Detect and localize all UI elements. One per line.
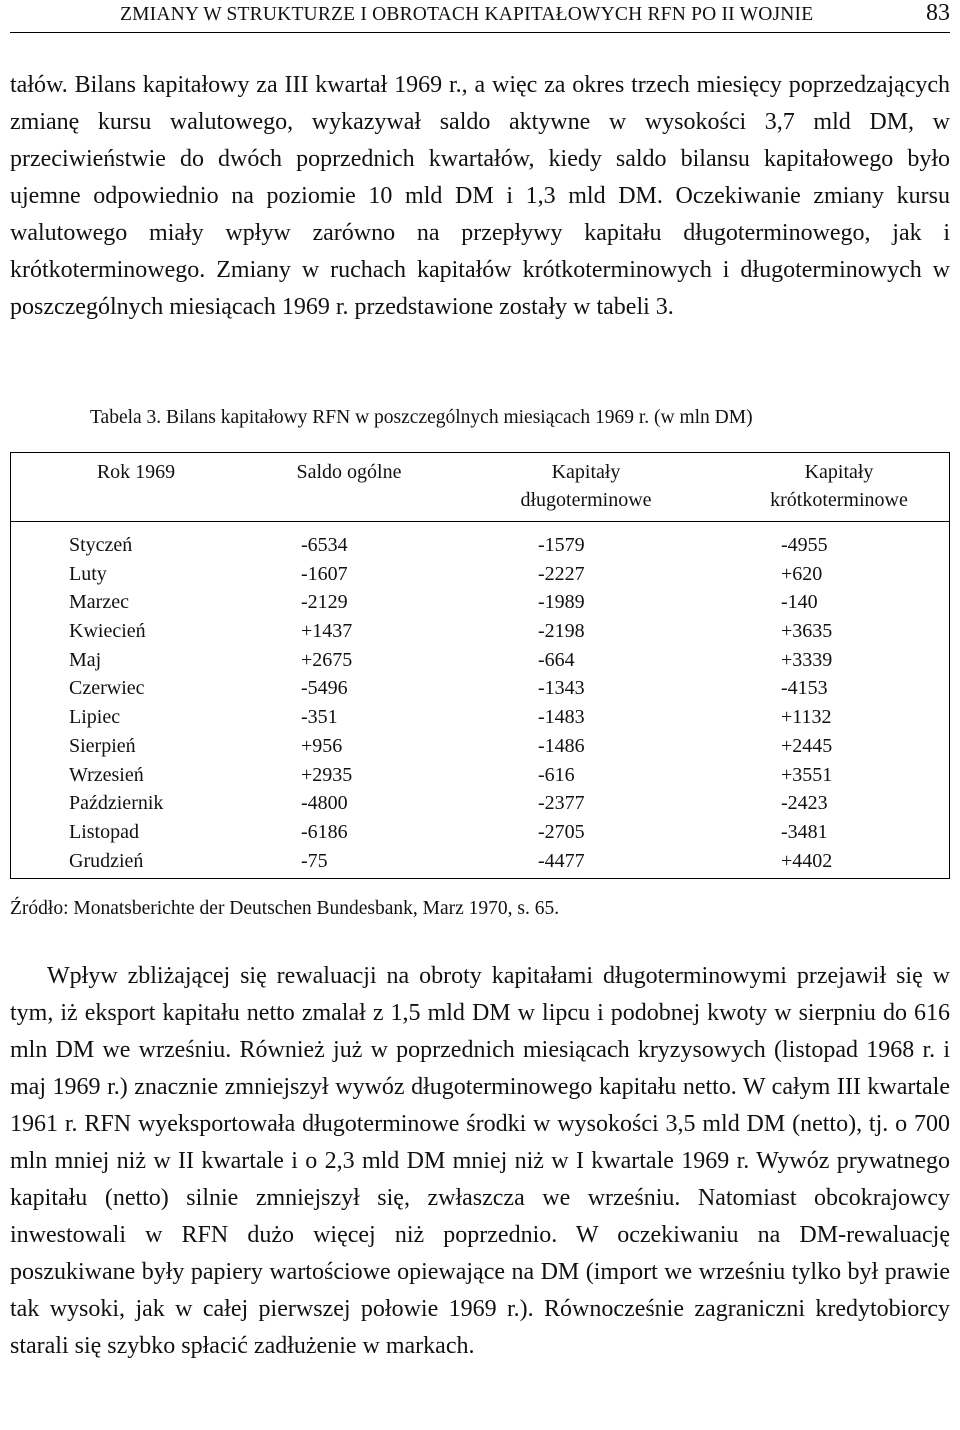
- column-header-long-term: [481, 458, 691, 514]
- table-caption: Tabela 3. Bilans kapitałowy RFN w poszczególnych miesiącach 1969 r. (w mln DM): [90, 407, 753, 428]
- cell-long-term: -2198: [538, 620, 585, 643]
- cell-month: Wrzesień: [69, 763, 144, 786]
- table-body: [11, 531, 949, 875]
- table-row: [11, 560, 949, 589]
- cell-month: Kwiecień: [69, 620, 146, 643]
- cell-short-term: -140: [781, 591, 818, 614]
- cell-short-term: +3551: [781, 763, 833, 786]
- page-number: 83: [926, 0, 950, 26]
- column-header-year-label: Rok 1969: [96, 461, 176, 483]
- cell-long-term: -1483: [538, 706, 585, 729]
- cell-short-term: -4955: [781, 534, 828, 556]
- cell-total-balance: -2129: [301, 591, 348, 614]
- cell-short-term: +2445: [781, 734, 833, 757]
- cell-total-balance: -6534: [301, 534, 348, 556]
- cell-total-balance: -75: [301, 849, 328, 872]
- cell-month: Listopad: [69, 820, 139, 843]
- table-row: [11, 818, 949, 847]
- cell-short-term: -4153: [781, 677, 828, 700]
- table-row: [11, 617, 949, 646]
- table-row: [11, 531, 949, 560]
- cell-short-term: +3339: [781, 648, 833, 671]
- cell-month: Październik: [69, 792, 164, 815]
- column-header-short-term: [729, 458, 949, 514]
- table-row: [11, 703, 949, 732]
- table-source: Źródło: Monatsberichte der Deutschen Bundesbank, Marz 1970, s. 65.: [10, 898, 560, 919]
- cell-long-term: -4477: [538, 849, 585, 872]
- cell-total-balance: -351: [301, 706, 338, 729]
- cell-month: Czerwiec: [69, 677, 145, 700]
- running-title: ZMIANY W STRUKTURZE I OBROTACH KAPITAŁOWYCH RFN PO II WOJNIE: [120, 4, 814, 25]
- table-row: [11, 646, 949, 675]
- cell-month: Grudzień: [69, 849, 144, 872]
- column-header-total-label: Saldo ogólne: [296, 461, 402, 483]
- cell-total-balance: +2675: [301, 648, 353, 671]
- cell-short-term: +3635: [781, 620, 833, 643]
- table-row: [11, 789, 949, 818]
- column-header-year: [66, 458, 206, 486]
- table-header-rule: [11, 521, 949, 522]
- cell-long-term: -616: [538, 763, 575, 786]
- column-header-total: [259, 458, 439, 486]
- cell-total-balance: +956: [301, 734, 343, 757]
- cell-long-term: -1579: [538, 534, 585, 556]
- cell-long-term: -1486: [538, 734, 585, 757]
- body-paragraph-2: Wpływ zbliżającej się rewaluacji na obroty kapitałami długoterminowymi przejawił się w tym, iż eksport kapitału netto zmalał z 1,5 mld DM w lipcu i podobnej kwoty w sierpniu do 616 mln DM we wrześniu. Również już w poprzednich miesiącach kryzysowych (listopad 1968 r. i maj 1969 r.) znacznie zmniejszył wywóz długoterminowego kapitału netto. W całym III kwartale 1961 r. RFN wyeksportowała długoterminowe środki w wysokości 3,5 mld DM (netto), tj. o 700 mln mniej niż w II kwartale i o 2,3 mld DM mniej niż w I kwartale 1969 r. Wywóz prywatnego kapitału (netto) silnie zmniejszył się, zwłaszcza we wrześniu. Natomiast obcokrajowcy inwestowali w RFN dużo więcej niż poprzednio. W oczekiwaniu na DM-rewaluację poszukiwane były papiery wartościowe opiewające na DM (import we wrześniu tylko był prawie tak wysoki, jak w całej pierwszej połowie 1969 r.). Równocześnie zagraniczni kredytobiorcy starali się szybko spłacić zadłużenie w markach.: [10, 963, 950, 1359]
- page-header: [10, 0, 950, 33]
- table-row: [11, 761, 949, 790]
- cell-total-balance: -6186: [301, 820, 348, 843]
- cell-short-term: -2423: [781, 792, 828, 815]
- cell-long-term: -664: [538, 648, 575, 671]
- cell-month: Marzec: [69, 591, 129, 614]
- table-row: [11, 847, 949, 876]
- column-header-long-term-line2: długoterminowe: [520, 489, 652, 511]
- table-row: [11, 674, 949, 703]
- cell-month: Maj: [69, 648, 102, 671]
- cell-month: Lipiec: [69, 706, 121, 729]
- cell-long-term: -1343: [538, 677, 585, 700]
- cell-total-balance: +2935: [301, 763, 353, 786]
- column-header-short-term-line2: krótkoterminowe: [770, 489, 908, 511]
- column-header-long-term-line1: Kapitały: [551, 461, 621, 483]
- column-header-short-term-line1: Kapitały: [804, 461, 874, 483]
- cell-month: Luty: [69, 562, 107, 585]
- cell-short-term: +4402: [781, 849, 833, 872]
- cell-month: Sierpień: [69, 734, 136, 757]
- capital-balance-table: [10, 452, 950, 879]
- cell-total-balance: -1607: [301, 562, 348, 585]
- cell-short-term: +620: [781, 562, 823, 585]
- body-paragraph-1: tałów. Bilans kapitałowy za III kwartał 1969 r., a więc za okres trzech miesięcy poprzedzających zmianę kursu walutowego, wykazywał saldo aktywne w wysokości 3,7 mld DM, w przeciwieństwie do dwóch poprzednich kwartałów, kiedy saldo bilansu kapitałowego było ujemne odpowiednio na poziomie 10 mld DM i 1,3 mld DM. Oczekiwanie zmiany kursu walutowego miały wpływ zarówno na przepływy kapitału długoterminowego, jak i krótkoterminowego. Zmiany w ruchach kapitałów krótkoterminowych i długoterminowych w poszczególnych miesiącach 1969 r. przedstawione zostały w tabeli 3.: [10, 72, 950, 320]
- cell-long-term: -1989: [538, 591, 585, 614]
- table-row: [11, 732, 949, 761]
- cell-total-balance: -5496: [301, 677, 348, 700]
- cell-month: Styczeń: [69, 534, 133, 556]
- cell-short-term: +1132: [781, 706, 832, 729]
- cell-long-term: -2227: [538, 562, 585, 585]
- cell-short-term: -3481: [781, 820, 828, 843]
- table-row: [11, 588, 949, 617]
- cell-long-term: -2377: [538, 792, 585, 815]
- cell-total-balance: +1437: [301, 620, 353, 643]
- cell-long-term: -2705: [538, 820, 585, 843]
- cell-total-balance: -4800: [301, 792, 348, 815]
